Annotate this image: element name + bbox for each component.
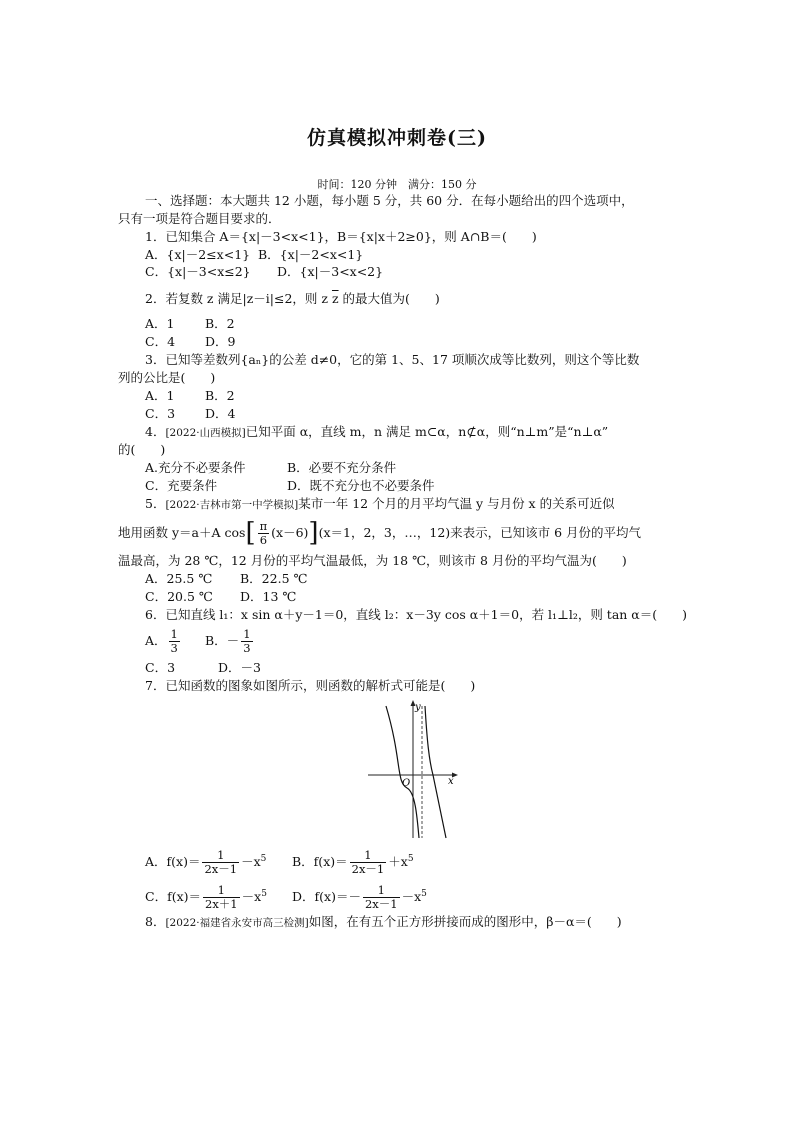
section-heading-line2: 只有一项是符合题目要求的． [118,211,281,226]
q2-stem [145,290,440,307]
page-title: 仿真模拟冲刺卷(三) [307,127,487,149]
q6-option-c: C．3 [145,660,176,675]
q4-source: [2022·山西模拟] [165,427,246,439]
q5-option-b: B．22.5 ℃ [240,571,308,586]
q7-option-a: A．f(x)＝ $\frac{1}{2x-1}$ $-x^5$ [145,848,267,877]
q8-source: [2022·福建省永安市高三检测] [165,917,309,929]
q6-option-d: D．－3 [218,660,261,675]
q2-option-d: D．9 [205,334,236,349]
q5-option-d: D．13 ℃ [240,589,297,604]
q1-option-a: A．{x|－2≤x<1} [145,247,251,262]
q5-option-c: C．20.5 ℃ [145,589,213,604]
q5-source: [2022·吉林市第一中学模拟] [165,499,299,511]
q5-function-arg: (x－6) [271,525,309,540]
q2-option-b: B．2 [205,316,235,331]
q4-option-a: A.充分不必要条件 [145,460,246,475]
q5-stem-line2: 地用函数 y＝a＋A cos[ $\frac{\pi}{6}$ (x－6)](x＝1，2，3，…，12)来表示，已知该市 6 月份的平均气 [118,518,642,548]
q4-option-d: D．既不充分也不必要条件 [287,478,435,493]
q4-option-b: B．必要不充分条件 [287,460,397,475]
q1-option-d: D．{x|－3<x<2} [277,264,384,279]
q5-stem-text: 某市一年 12 个月的月平均气温 y 与月份 x 的关系可近似 [298,496,615,511]
q2-option-c: C．4 [145,334,176,349]
q6-option-b: B．－ $\frac{1}{3}$ [205,627,251,655]
q5-function-lead: 地用函数 y＝a＋A cos [118,525,246,540]
q7-stem: 7．已知函数的图象如图所示，则函数的解析式可能是( ) [145,678,476,693]
origin-label: O [402,778,411,789]
q5-number: 5． [145,496,166,511]
q3-option-a: A．1 [145,388,175,403]
q3-option-b: B．2 [205,388,235,403]
exam-info: 时间：120 分钟 满分：150 分 [317,178,477,191]
q3-stem-line2: 列的公比是( ) [118,370,216,385]
q7-function-graph [366,700,466,840]
q5-stem-line3: 温最高，为 28 ℃，12 月份的平均气温最低，为 18 ℃，则该市 8 月份的平均气温为( ) [118,553,627,568]
q6-stem: 6．已知直线 l₁：x sin α＋y－1＝0，直线 l₂：x－3y cos α＋1＝0，若 l₁⊥l₂，则 tan α＝( ) [145,607,687,622]
graph-right-branch [425,706,446,838]
q7-option-b: B．f(x)＝ $\frac{1}{2x-1}$ $+x^5$ [292,848,414,877]
section-heading-line1: 一、选择题：本大题共 12 小题，每小题 5 分，共 60 分．在每小题给出的四个选项中， [145,193,634,208]
q4-stem-line2: 的( ) [118,442,166,457]
q8-stem [145,913,622,932]
q2-option-a: A．1 [145,316,175,331]
q5-function-domain: (x＝1，2，3，…，12)来表示，已知该市 6 月份的平均气 [318,525,642,540]
q2-stem-conjugate: $\overline{z}$ [331,291,339,306]
graph-left-branch [386,706,419,838]
q4-stem-text: 已知平面 α，直线 m，n 满足 m⊂α，n⊄α，则“n⊥m”是“n⊥α” [245,424,609,439]
q5-stem-line1 [145,495,615,514]
q3-stem-line1: 3．已知等差数列{aₙ}的公差 d≠0，它的第 1、5、17 项顺次成等比数列，则这个等比数 [145,352,640,367]
q4-stem-line1: 4．[2022·山西模拟]已知平面 α，直线 m，n 满足 m⊂α，n⊄α，则“n⊥m”是“n⊥α” [145,424,609,439]
y-axis-label: y [415,702,421,713]
q7-option-c: C．f(x)＝ $\frac{1}{2x+1}$ $-x^5$ [145,883,267,912]
q3-option-c: C．3 [145,406,176,421]
q2-stem-part2: 的最大值为( ) [342,291,440,306]
q8-stem-text: 如图，在有五个正方形拼接而成的图形中，β－α＝( ) [308,914,622,929]
q7-option-d: D．f(x)＝－ $\frac{1}{2x-1}$ $-x^5$ [292,883,427,912]
q8-number: 8． [145,914,166,929]
q5-fraction: $\frac{\pi}{6}$ [259,519,268,547]
q2-stem-part1: 2．若复数 z 满足|z－i|≤2，则 z [145,291,328,306]
q1-option-b: B．{x|－2<x<1} [258,247,364,262]
q6-option-a: A． $\frac{1}{3}$ [145,627,178,655]
q1-stem: 1．已知集合 A＝{x|－3<x<1}，B＝{x|x＋2≥0}，则 A∩B＝( ) [145,229,537,244]
q3-option-d: D．4 [205,406,236,421]
q4-option-c: C．充要条件 [145,478,218,493]
x-axis-label: x [448,776,454,787]
q1-option-c: C．{x|－3<x≤2} [145,264,251,279]
q5-option-a: A．25.5 ℃ [145,571,213,586]
